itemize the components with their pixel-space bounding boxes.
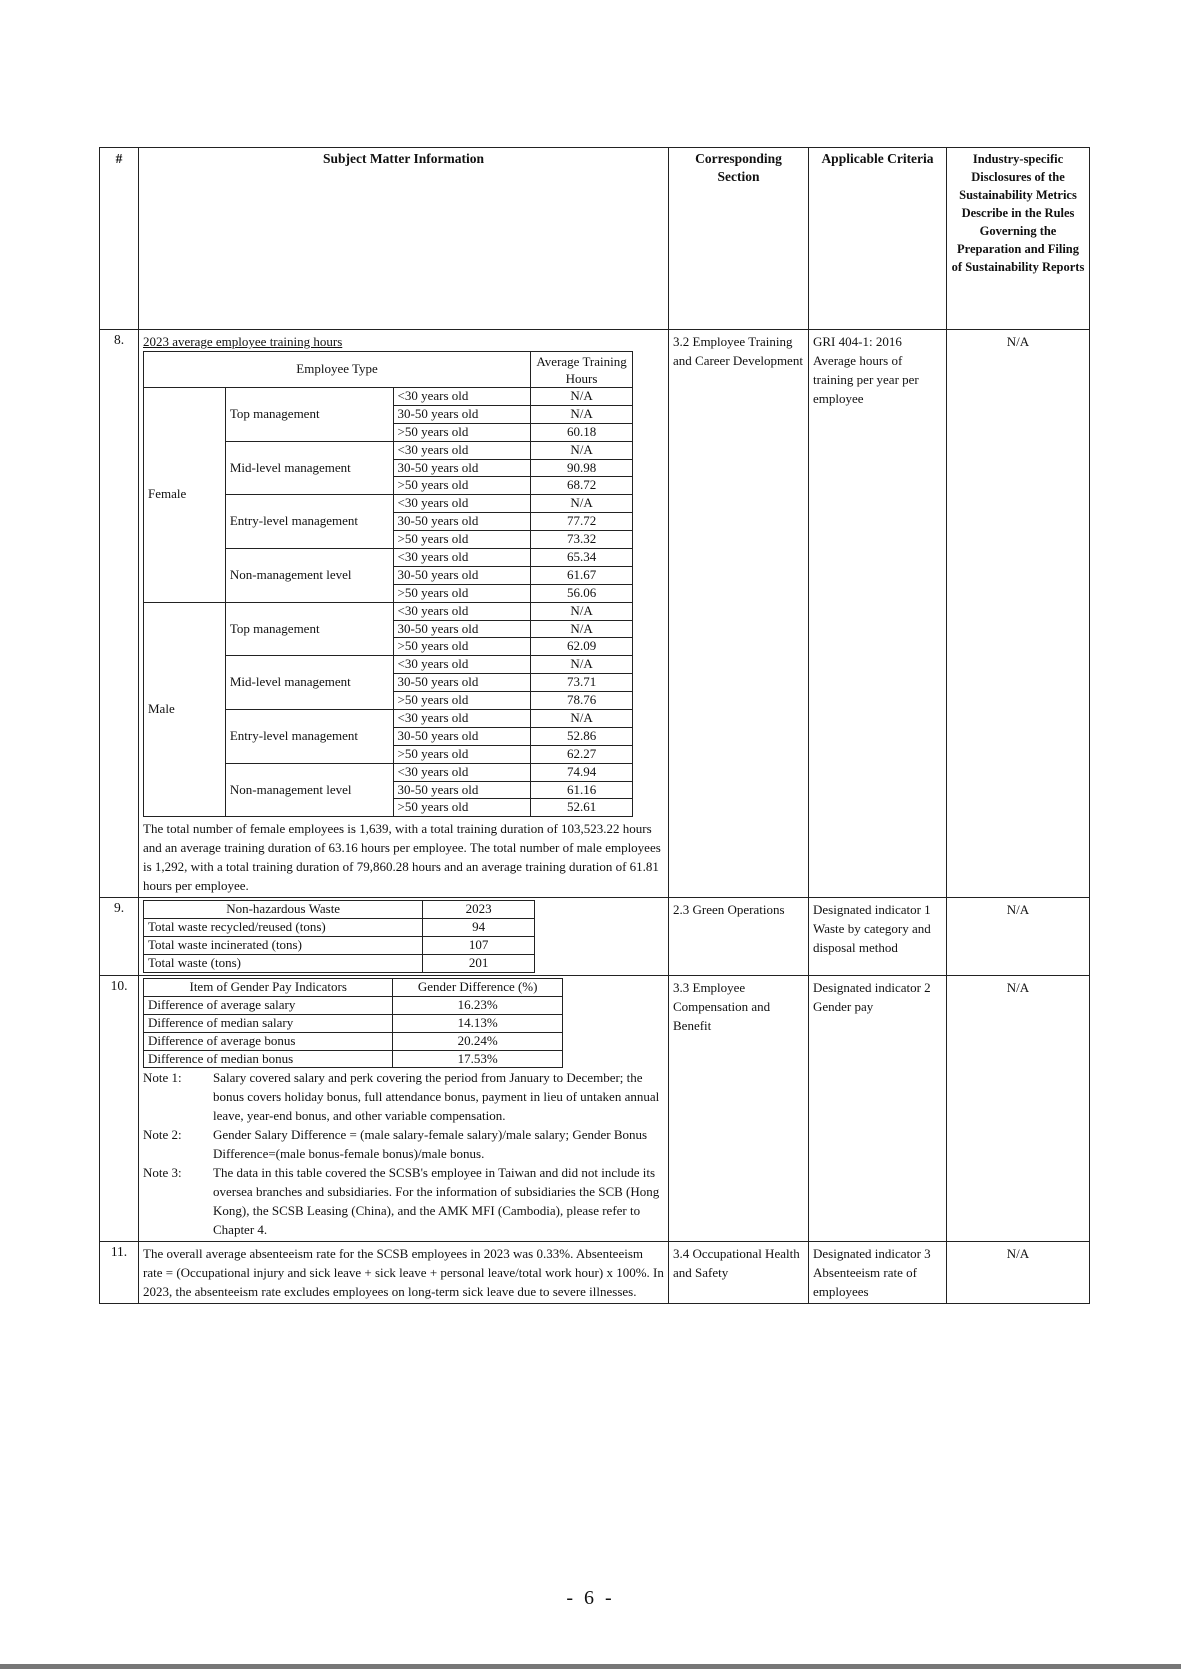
- management-level-cell: Non-management level: [225, 763, 393, 817]
- age-group-cell: >50 years old: [393, 745, 531, 763]
- row-11-subject: The overall average absenteeism rate for the SCSB employees in 2023 was 0.33%. Absenteeism rate = (Occupational injury and sick leave + sick leave + personal leave/total work hour) x 100%. In 2023, the absenteeism rate excludes employees on long-term sick leave due to severe illnesses.: [139, 1242, 669, 1304]
- management-level-cell: Entry-level management: [225, 710, 393, 764]
- age-group-cell: >50 years old: [393, 638, 531, 656]
- age-group-cell: <30 years old: [393, 441, 531, 459]
- row-9-industry: N/A: [947, 898, 1090, 976]
- age-group-cell: <30 years old: [393, 495, 531, 513]
- waste-value: 107: [423, 937, 535, 955]
- waste-item: Total waste (tons): [144, 955, 423, 973]
- row-8-number: 8.: [100, 330, 139, 898]
- training-hours-value: N/A: [531, 620, 633, 638]
- gender-pay-row: [144, 1032, 563, 1050]
- row-8-subject: [139, 330, 669, 898]
- gender-pay-value: 17.53%: [393, 1050, 563, 1068]
- training-hours-value: 90.98: [531, 459, 633, 477]
- row-8: [100, 330, 1090, 898]
- gender-pay-table: [143, 978, 563, 1068]
- training-hours-value: 73.32: [531, 531, 633, 549]
- row-10-subject: [139, 975, 669, 1241]
- gender-pay-header-item: Item of Gender Pay Indicators: [144, 978, 393, 996]
- training-hours-value: 52.61: [531, 799, 633, 817]
- age-group-cell: >50 years old: [393, 692, 531, 710]
- gender-cell: Male: [144, 602, 226, 817]
- training-row: [144, 388, 633, 406]
- row-10-criteria: Designated indicator 2 Gender pay: [809, 975, 947, 1241]
- note-1: [143, 1068, 664, 1125]
- age-group-cell: 30-50 years old: [393, 781, 531, 799]
- waste-header-row: [144, 901, 535, 919]
- age-group-cell: <30 years old: [393, 388, 531, 406]
- age-group-cell: <30 years old: [393, 656, 531, 674]
- row-8-industry: N/A: [947, 330, 1090, 898]
- row-11: [100, 1242, 1090, 1304]
- age-group-cell: >50 years old: [393, 477, 531, 495]
- row-11-number: 11.: [100, 1242, 139, 1304]
- management-level-cell: Top management: [225, 602, 393, 656]
- row-9-section: 2.3 Green Operations: [669, 898, 809, 976]
- training-hours-value: 52.86: [531, 727, 633, 745]
- note-label: Note 3:: [143, 1165, 182, 1181]
- waste-item: Total waste recycled/reused (tons): [144, 919, 423, 937]
- age-group-cell: <30 years old: [393, 549, 531, 567]
- age-group-cell: >50 years old: [393, 531, 531, 549]
- waste-row: [144, 919, 535, 937]
- management-level-cell: Entry-level management: [225, 495, 393, 549]
- training-hours-value: 56.06: [531, 584, 633, 602]
- gender-pay-row: [144, 996, 563, 1014]
- waste-value: 94: [423, 919, 535, 937]
- management-level-cell: Mid-level management: [225, 656, 393, 710]
- training-hours-value: N/A: [531, 656, 633, 674]
- training-hours-value: 61.16: [531, 781, 633, 799]
- row-9-subject: [139, 898, 669, 976]
- training-hours-value: 60.18: [531, 423, 633, 441]
- note-text: Salary covered salary and perk covering the period from January to December; the bonus covers holiday bonus, full attendance bonus, payment in lieu of untaken annual leave, year-end bonus, and other variable compensation.: [213, 1070, 660, 1124]
- management-level-cell: Top management: [225, 388, 393, 442]
- age-group-cell: >50 years old: [393, 799, 531, 817]
- gender-cell: Female: [144, 388, 226, 603]
- training-hours-value: N/A: [531, 710, 633, 728]
- training-hours-value: N/A: [531, 388, 633, 406]
- training-hours-value: 62.27: [531, 745, 633, 763]
- gender-pay-value: 20.24%: [393, 1032, 563, 1050]
- row-10-section: 3.3 Employee Compensation and Benefit: [669, 975, 809, 1241]
- note-label: Note 2:: [143, 1127, 182, 1143]
- waste-table: [143, 900, 535, 973]
- training-title: 2023 average employee training hours: [143, 334, 343, 349]
- row-10-industry: N/A: [947, 975, 1090, 1241]
- gender-pay-value: 14.13%: [393, 1014, 563, 1032]
- note-text: The data in this table covered the SCSB's employee in Taiwan and did not include its oversea branches and subsidiaries. For the information of subsidiaries the SCB (Hong Kong), the SCSB Leasing (China), and the AMK MFI (Cambodia), please refer to Chapter 4.: [213, 1165, 660, 1238]
- waste-row: [144, 937, 535, 955]
- row-10: [100, 975, 1090, 1241]
- waste-value: 201: [423, 955, 535, 973]
- training-hours-value: 74.94: [531, 763, 633, 781]
- training-hours-value: N/A: [531, 441, 633, 459]
- row-11-industry: N/A: [947, 1242, 1090, 1304]
- gender-pay-header-row: [144, 978, 563, 996]
- age-group-cell: 30-50 years old: [393, 405, 531, 423]
- note-3: [143, 1163, 664, 1239]
- header-row: [100, 148, 1090, 330]
- gender-pay-item: Difference of median bonus: [144, 1050, 393, 1068]
- row-8-criteria: GRI 404-1: 2016 Average hours of training per year per employee: [809, 330, 947, 898]
- age-group-cell: 30-50 years old: [393, 727, 531, 745]
- row-11-section: 3.4 Occupational Health and Safety: [669, 1242, 809, 1304]
- gender-pay-row: [144, 1014, 563, 1032]
- management-level-cell: Mid-level management: [225, 441, 393, 495]
- training-hours-value: 77.72: [531, 513, 633, 531]
- average-hours-header: Average Training Hours: [531, 352, 633, 388]
- age-group-cell: <30 years old: [393, 710, 531, 728]
- training-hours-value: N/A: [531, 405, 633, 423]
- row-8-section: 3.2 Employee Training and Career Development: [669, 330, 809, 898]
- training-hours-value: 68.72: [531, 477, 633, 495]
- training-hours-value: N/A: [531, 495, 633, 513]
- training-hours-table: [143, 351, 633, 817]
- training-hours-value: 73.71: [531, 674, 633, 692]
- age-group-cell: <30 years old: [393, 602, 531, 620]
- waste-header-item: Non-hazardous Waste: [144, 901, 423, 919]
- gender-pay-header-diff: Gender Difference (%): [393, 978, 563, 996]
- gender-pay-item: Difference of average bonus: [144, 1032, 393, 1050]
- employee-type-header: Employee Type: [144, 352, 531, 388]
- row-9-criteria: Designated indicator 1 Waste by category and disposal method: [809, 898, 947, 976]
- training-hours-value: 78.76: [531, 692, 633, 710]
- age-group-cell: <30 years old: [393, 763, 531, 781]
- training-hours-value: N/A: [531, 602, 633, 620]
- age-group-cell: 30-50 years old: [393, 566, 531, 584]
- header-criteria: Applicable Criteria: [809, 148, 947, 330]
- age-group-cell: >50 years old: [393, 423, 531, 441]
- gender-pay-item: Difference of median salary: [144, 1014, 393, 1032]
- training-hours-body: [144, 352, 633, 817]
- gender-pay-item: Difference of average salary: [144, 996, 393, 1014]
- note-label: Note 1:: [143, 1070, 182, 1086]
- waste-row: [144, 955, 535, 973]
- gender-pay-row: [144, 1050, 563, 1068]
- age-group-cell: 30-50 years old: [393, 513, 531, 531]
- age-group-cell: 30-50 years old: [393, 620, 531, 638]
- bottom-rule: [0, 1664, 1181, 1669]
- gender-pay-value: 16.23%: [393, 996, 563, 1014]
- header-industry: Industry-specific Disclosures of the Sustainability Metrics Describe in the Rules Governing the Preparation and Filing of Sustainability Reports: [947, 148, 1090, 330]
- training-row: [144, 602, 633, 620]
- row-10-number: 10.: [100, 975, 139, 1241]
- waste-item: Total waste incinerated (tons): [144, 937, 423, 955]
- note-text: Gender Salary Difference = (male salary-female salary)/male salary; Gender Bonus Difference=(male bonus-female bonus)/male bonus.: [213, 1127, 648, 1162]
- row-9-number: 9.: [100, 898, 139, 976]
- note-2: [143, 1125, 664, 1163]
- age-group-cell: 30-50 years old: [393, 459, 531, 477]
- management-level-cell: Non-management level: [225, 549, 393, 603]
- header-section: Corresponding Section: [669, 148, 809, 330]
- header-num: #: [100, 148, 139, 330]
- training-hours-value: 65.34: [531, 549, 633, 567]
- row-11-criteria: Designated indicator 3 Absenteeism rate of employees: [809, 1242, 947, 1304]
- page-number: - 6 -: [566, 1587, 615, 1609]
- training-hours-value: 62.09: [531, 638, 633, 656]
- waste-header-year: 2023: [423, 901, 535, 919]
- disclosure-table: [99, 147, 1090, 1304]
- training-hours-value: 61.67: [531, 566, 633, 584]
- row-9: [100, 898, 1090, 976]
- age-group-cell: 30-50 years old: [393, 674, 531, 692]
- header-subject: Subject Matter Information: [139, 148, 669, 330]
- training-header-row: [144, 352, 633, 388]
- training-summary: The total number of female employees is 1,639, with a total training duration of 103,523.22 hours and an average training duration of 63.16 hours per employee. The total number of male employees is 1,292, with a total training duration of 79,860.28 hours and an average training duration of 61.81 hours per employee.: [143, 821, 661, 894]
- age-group-cell: >50 years old: [393, 584, 531, 602]
